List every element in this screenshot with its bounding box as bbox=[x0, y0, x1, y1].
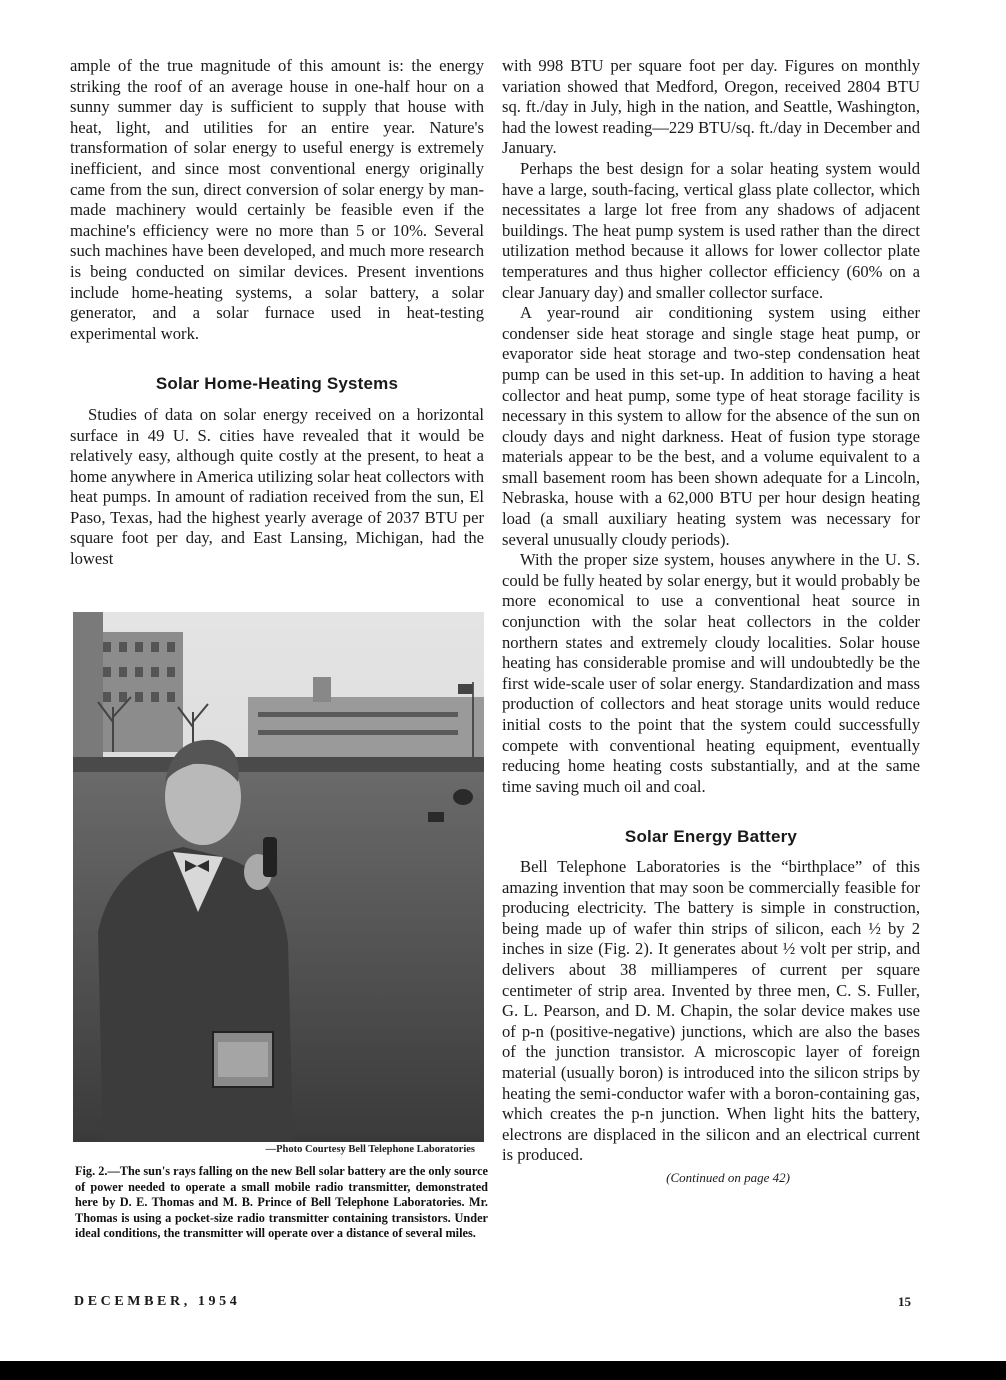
body-paragraph: Bell Telephone Laboratories is the “birthplace” of this amazing invention that may soon be commercially feasible for producing electricity. The battery is simple in construction, being made up of wafer thin strips of silicon, each ½ by 2 inches in size (Fig. 2). It generates about ½ volt per strip, and delivers about 38 milliamperes of current per square centimeter of strip area. Invented by three men, C. S. Fuller, G. L. Pearson, and D. M. Chapin, the solar device makes use of p-n (positive-negative) junctions, which are also the bases of the junction transistor. A microscopic layer of foreign material (usually boron) is introduced into the silicon strips by heating the semi-conductor wafer with a boron-containing gas, which creates the p-n junction. When light hits the battery, electrons are displaced in the silicon and an electrical current is produced. bbox=[502, 856, 920, 1165]
body-paragraph: with 998 BTU per square foot per day. Figures on monthly variation showed that Medford, Oregon, received 2804 BTU sq. ft./day in July, high in the nation, and Seattle, Washington, had the lowest reading—229 BTU/sq. ft./day in December and January. bbox=[502, 56, 920, 158]
right-column bbox=[502, 56, 920, 1188]
figure-caption: Fig. 2.—The sun's rays falling on the new Bell solar battery are the only source of power needed to operate a small mobile radio transmitter, demonstrated here by D. E. Thomas and M. B. Prince of Bell Telephone Laboratories. Mr. Thomas is using a pocket-size radio transmitter containing transistors. Under ideal conditions, the transmitter will operate over a distance of several miles. bbox=[75, 1164, 488, 1241]
photo-figure-2 bbox=[73, 612, 484, 1142]
body-paragraph: Studies of data on solar energy received on a horizontal surface in 49 U. S. cities have revealed that it would be relatively easy, although quite costly at the present, to heat a home anywhere in America utilizing solar heat collectors with heat pumps. In amount of radiation received from the sun, El Paso, Texas, had the highest yearly average of 2037 BTU per square foot per day, and East Lansing, Michigan, had the lowest bbox=[70, 404, 484, 569]
continued-note: (Continued on page 42) bbox=[666, 1169, 790, 1185]
photo-image bbox=[73, 612, 484, 1142]
section-heading: Solar Home-Heating Systems bbox=[155, 374, 399, 394]
body-paragraph: ample of the true magnitude of this amount is: the energy striking the roof of an average house in one-half hour on a sunny summer day is sufficient to supply that house with heat, light, and utilities for an entire year. Nature's transformation of solar energy to useful energy is extremely inefficient, and since most conventional energy originally came from the sun, direct conversion of solar energy by man-made machinery would certainly be feasible even if the machine's efficiency were no more than 5 or 10%. Several such machines have been developed, and much more research is being conducted on similar devices. Present inventions include home-heating systems, a solar battery, a solar generator, and a solar furnace used in heat-testing experimental work. bbox=[70, 56, 484, 343]
left-column bbox=[70, 56, 484, 570]
issue-date: DECEMBER, 1954 bbox=[74, 1294, 241, 1309]
photo-credit: —Photo Courtesy Bell Telephone Laboratories bbox=[265, 1144, 475, 1155]
scan-border bbox=[0, 1361, 1006, 1380]
section-heading: Solar Energy Battery bbox=[624, 827, 798, 847]
body-paragraph: Perhaps the best design for a solar heating system would have a large, south-facing, vertical glass plate collector, which necessitates a large lot free from any shadows of adjacent buildings. The heat pump system is used rather than the direct utilization method because it allows for lower collector plate temperatures and thus higher collector efficiency (60% on a clear January day) and smaller collector surface. bbox=[502, 158, 920, 302]
body-paragraph: With the proper size system, houses anywhere in the U. S. could be fully heated by solar energy, but it would probably be more economical to use a conventional heat source in conjunction with the solar heat collectors in the colder northern states and extremely cloudy localities. Solar house heating has considerable promise and will undoubtedly be the first wide-scale user of solar energy. Standardization and mass production of collectors and heat storage units would reduce initial costs to the point that the system could successfully compete with conventional heating equipment, eventually reducing home heating costs substantially, and at the same time saving much oil and coal. bbox=[502, 550, 920, 796]
body-paragraph: A year-round air conditioning system using either condenser side heat storage and single stage heat pump, or evaporator side heat storage and two-step condensation heat pump can be used in this set-up. In addition to having a heat collector and heat pump, some type of heat storage facility is necessary in this system to allow for the absence of the sun on cloudy days and night darkness. Heat of fusion type storage materials appear to be the best, and a volume equivalent to a small basement room has been shown adequate for a Lincoln, Nebraska, house with a 62,000 BTU per hour design heating load (a small auxiliary heating system was necessary for several unusually cloudy periods). bbox=[502, 303, 920, 549]
page-number: 15 bbox=[898, 1294, 911, 1309]
